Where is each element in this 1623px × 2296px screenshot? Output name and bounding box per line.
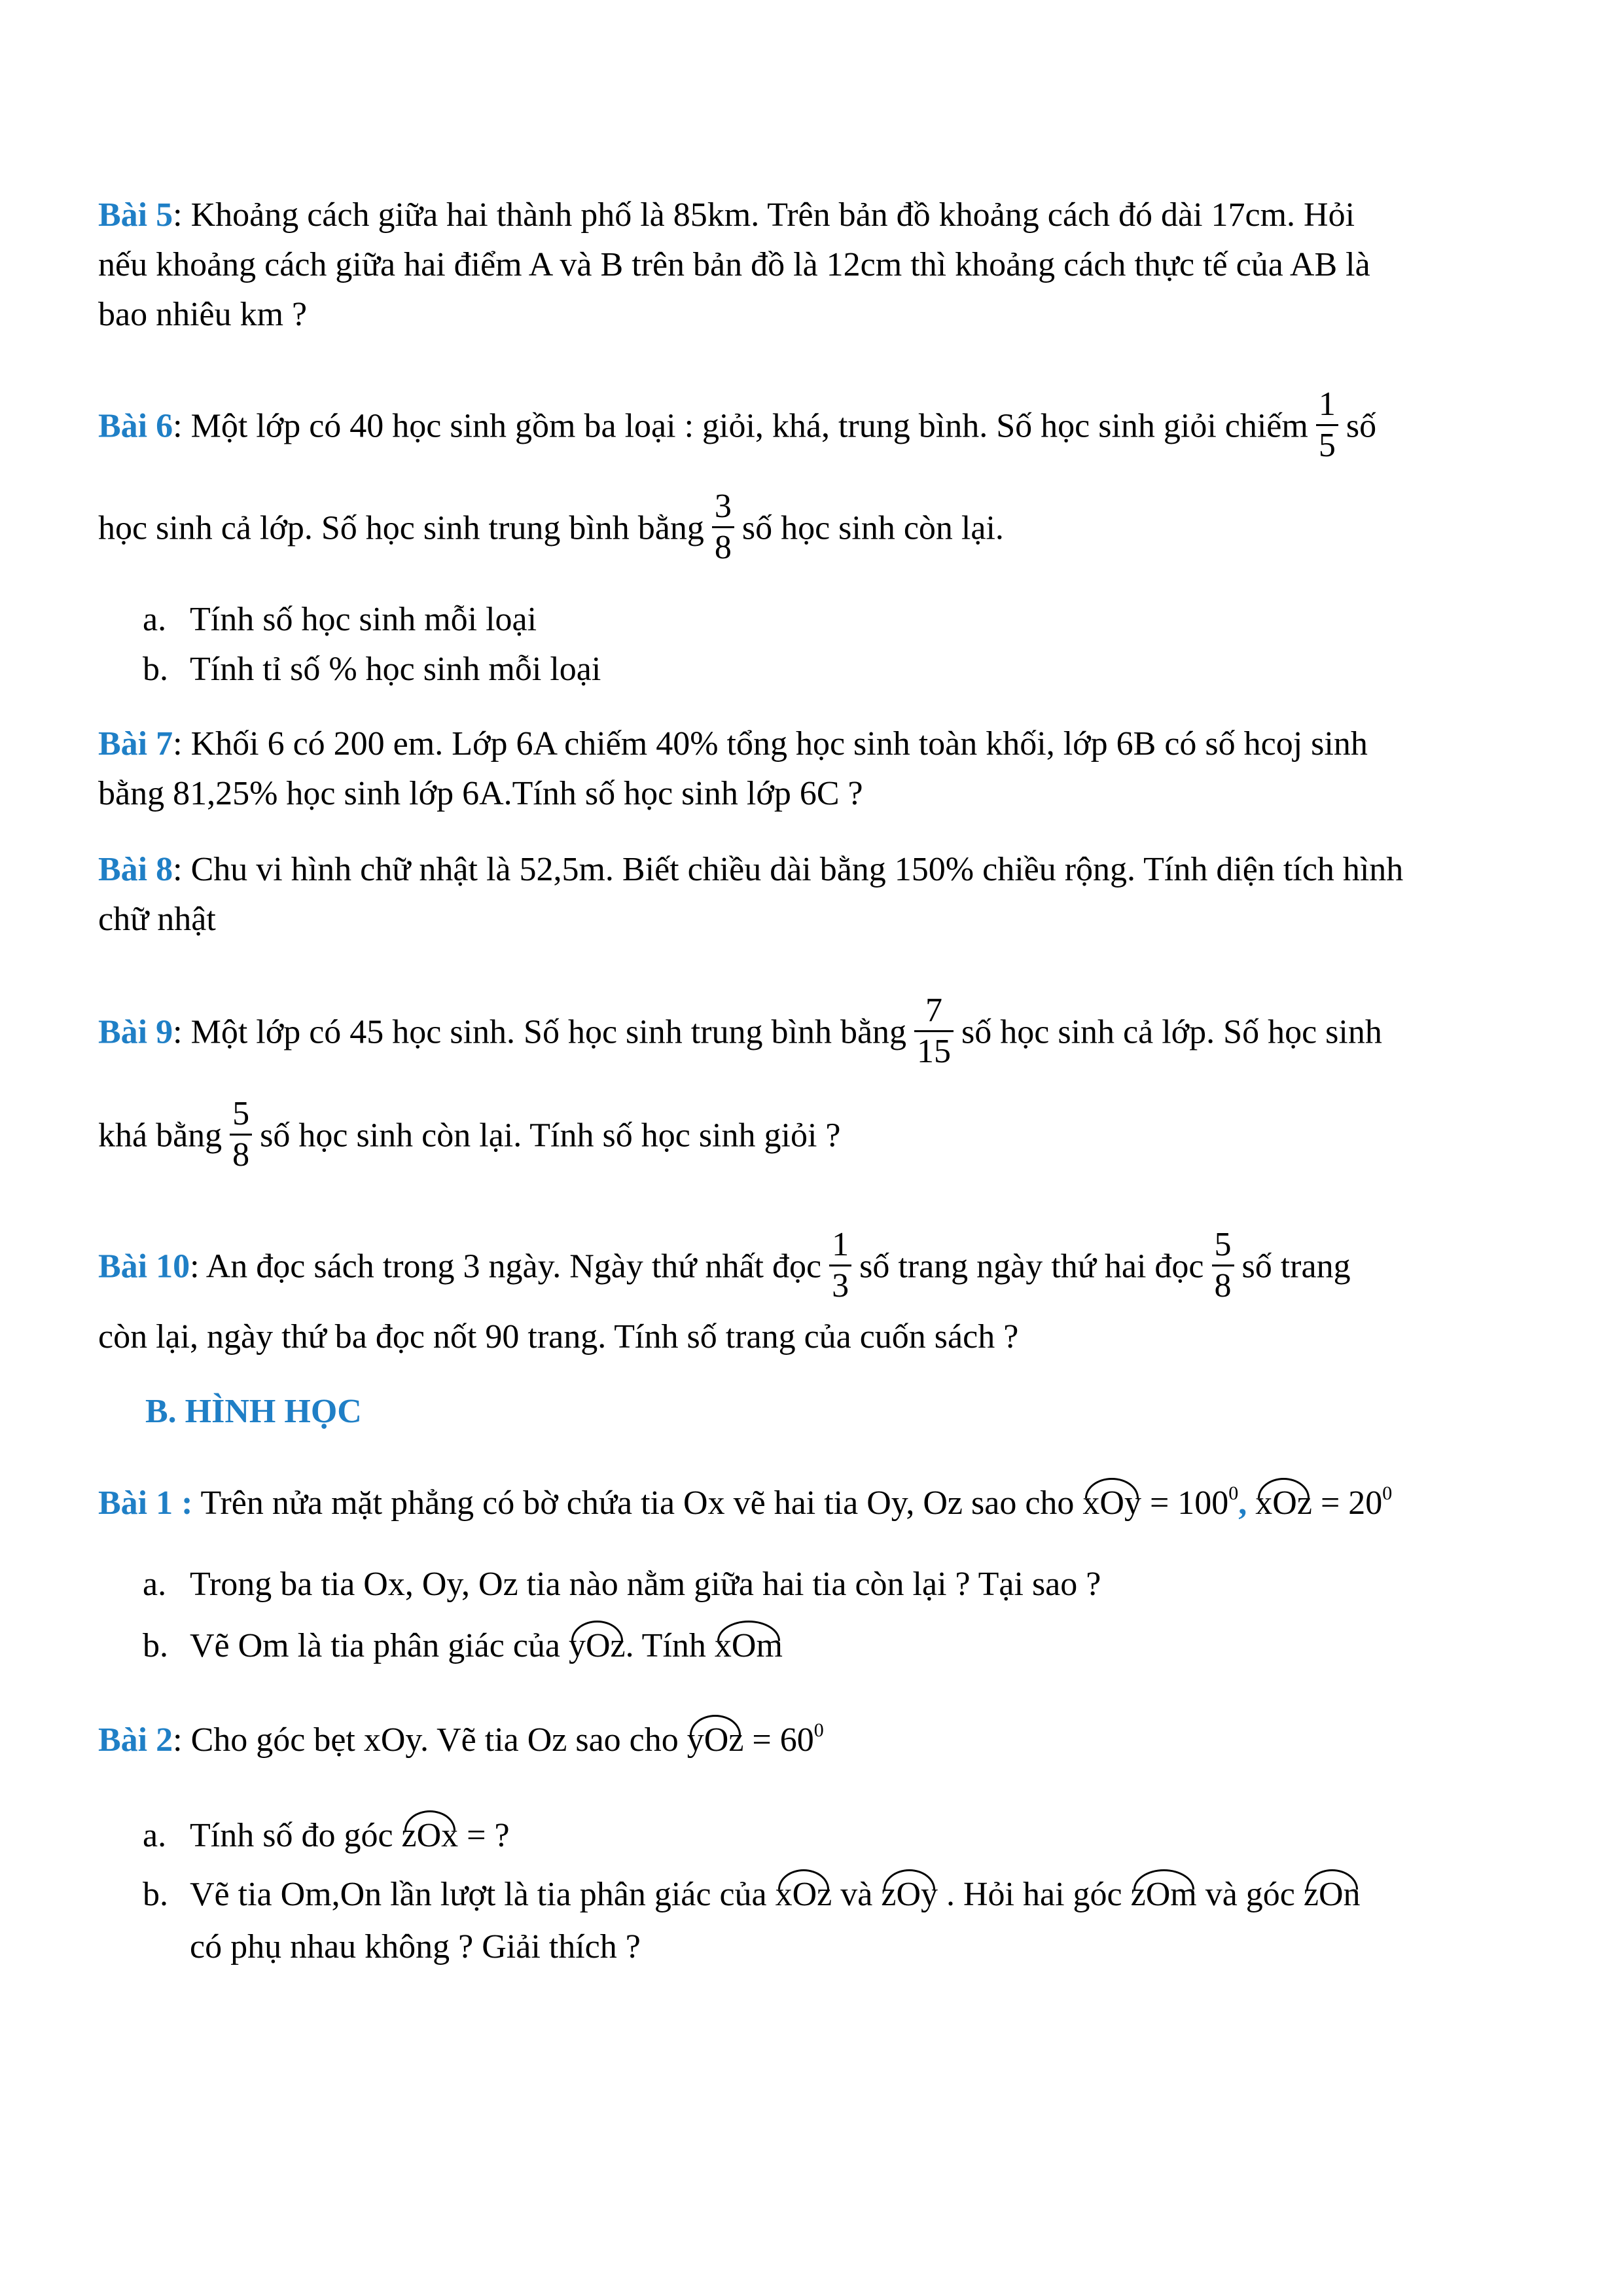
- b10-label: Bài 10: [98, 1247, 190, 1285]
- b9-line2: khá bằng $\frac{5}{8}$ số học sinh còn lại. Tính số học sinh giỏi ?: [98, 1095, 841, 1174]
- b10-line2: còn lại, ngày thứ ba đọc nốt 90 trang. Tính số trang của cuốn sách ?: [98, 1318, 1019, 1355]
- fraction: $\frac{1}{5}$: [1316, 385, 1338, 465]
- fraction: $\frac{1}{3}$: [829, 1225, 851, 1306]
- h2-label: Bài 2: [98, 1721, 173, 1759]
- fraction: $\frac{5}{8}$: [1212, 1225, 1234, 1306]
- fraction: $\frac{3}{8}$: [712, 487, 734, 567]
- h2-line1: Bài 2: Cho góc bẹt xOy. Vẽ tia Oz sao cho yOz = $60^0$: [98, 1708, 824, 1766]
- angle: xOz: [1255, 1471, 1312, 1529]
- angle: yOz: [687, 1708, 744, 1766]
- h1-item-a: a. Trong ba tia Ox, Oy, Oz tia nào nằm giữa hai tia còn lại ? Tại sao ?: [143, 1566, 1101, 1603]
- h1-label: Bài 1 :: [98, 1484, 193, 1522]
- angle: xOz: [776, 1863, 832, 1920]
- b8-line1: Bài 8: Chu vi hình chữ nhật là 52,5m. Biết chiều dài bằng 150% chiều rộng. Tính diện tích hình: [98, 851, 1404, 888]
- b9-label: Bài 9: [98, 1013, 173, 1051]
- fraction: $\frac{7}{15}$: [914, 991, 954, 1071]
- b6-item-a: a. Tính số học sinh mỗi loại: [143, 601, 537, 638]
- b8-line2: chữ nhật: [98, 901, 216, 938]
- b5-line2: nếu khoảng cách giữa hai điểm A và B trên bản đồ là 12cm thì khoảng cách thực tế của AB là: [98, 246, 1370, 283]
- b7-line1: Bài 7: Khối 6 có 200 em. Lớp 6A chiếm 40% tổng học sinh toàn khối, lớp 6B có số hcoj sinh: [98, 725, 1368, 762]
- b10-line1: Bài 10: An đọc sách trong 3 ngày. Ngày thứ nhất đọc $\frac{1}{3}$ số trang ngày thứ hai đọc $\frac{5}{8}$ số trang: [98, 1226, 1351, 1304]
- fraction: $\frac{5}{8}$: [230, 1094, 252, 1175]
- h1-line1: Bài 1 : Trên nửa mặt phẳng có bờ chứa tia Ox vẽ hai tia Oy, Oz sao cho xOy = $100^0$, xOz = $20^0$: [98, 1471, 1392, 1529]
- angle: xOm: [715, 1614, 783, 1672]
- section-heading: B. HÌNH HỌC: [145, 1393, 362, 1430]
- angle: zOx: [402, 1804, 459, 1861]
- h2-item-b: b. Vẽ tia Om,On lần lượt là tia phân giác của xOz và zOy . Hỏi hai góc zOm và góc zOn: [143, 1863, 1361, 1920]
- b7-line2: bằng 81,25% học sinh lớp 6A.Tính số học sinh lớp 6C ?: [98, 775, 863, 812]
- b5-line3: bao nhiêu km ?: [98, 296, 308, 333]
- b9-line1: Bài 9: Một lớp có 45 học sinh. Số học sinh trung bình bằng $\frac{7}{15}$ số học sinh cả lớp. Số học sinh: [98, 992, 1382, 1070]
- h2-item-b-cont: có phụ nhau không ? Giải thích ?: [190, 1928, 641, 1965]
- angle: zOn: [1304, 1863, 1361, 1920]
- b7-label: Bài 7: [98, 725, 173, 762]
- angle: zOm: [1131, 1863, 1197, 1920]
- angle: zOy: [881, 1863, 938, 1920]
- b5-line1: Bài 5: Khoảng cách giữa hai thành phố là 85km. Trên bản đồ khoảng cách đó dài 17cm. Hỏi: [98, 196, 1355, 234]
- b6-line1: Bài 6: Một lớp có 40 học sinh gồm ba loại : giỏi, khá, trung bình. Số học sinh giỏi chiếm $\frac{1}{5}$ số: [98, 386, 1377, 464]
- h1-item-b: b. Vẽ Om là tia phân giác của yOz. Tính xOm: [143, 1614, 783, 1672]
- b6-item-b: b. Tính tỉ số % học sinh mỗi loại: [143, 651, 601, 688]
- b5-label: Bài 5: [98, 196, 173, 234]
- angle: xOy: [1082, 1471, 1141, 1529]
- angle: yOz: [569, 1614, 626, 1672]
- b8-label: Bài 8: [98, 851, 173, 888]
- h2-item-a: a. Tính số đo góc zOx = ?: [143, 1804, 510, 1861]
- b6-label: Bài 6: [98, 407, 173, 445]
- b6-line2: học sinh cả lớp. Số học sinh trung bình bằng $\frac{3}{8}$ số học sinh còn lại.: [98, 488, 1004, 566]
